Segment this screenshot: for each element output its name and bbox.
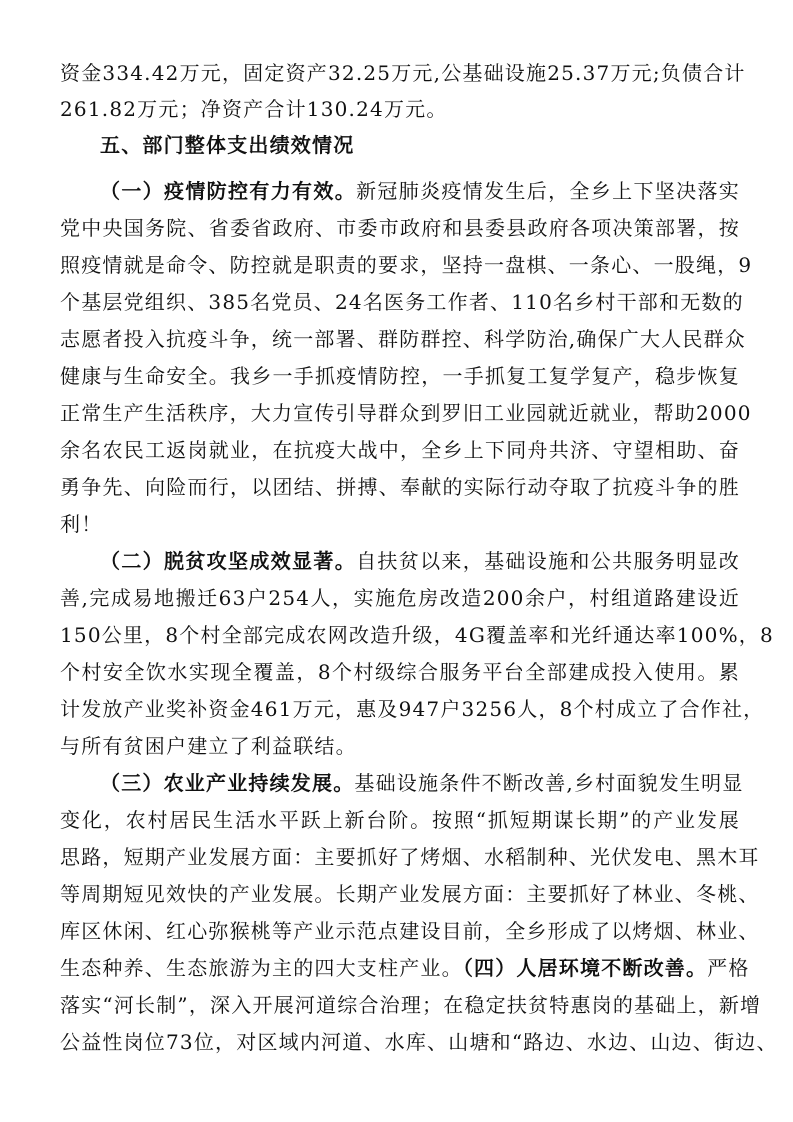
paragraph-3-heading: （三）农业产业持续发展。	[100, 771, 355, 795]
text-line: 261.82万元；净资产合计130.24万元。	[60, 97, 448, 121]
text-line: 落实“河长制”，深入开展河道综合治理；在稳定扶贫特惠岗的基础上，新增	[60, 993, 762, 1017]
paragraph-1-line	[100, 172, 740, 210]
text-line: 勇争先、向险而行，以团结、拼搏、奉献的实际行动夺取了抗疫斗争的胜	[60, 475, 740, 499]
paragraph-2-heading: （二）脱贫攻坚成效显著。	[100, 549, 357, 573]
text-line: 思路，短期产业发展方面：主要抓好了烤烟、水稻制种、光伏发电、黑木耳	[60, 845, 760, 869]
text-line: 与所有贫困户建立了利益联结。	[60, 734, 357, 758]
text-line: 计发放产业奖补资金461万元，惠及947户3256人，8个村成立了合作社，	[60, 697, 765, 721]
text-line	[60, 949, 750, 987]
paragraph-3-text: 生态种养、生态旅游为主的四大支柱产业。	[60, 956, 463, 980]
paragraph-4-heading: （四）人居环境不断改善。	[462, 956, 708, 980]
paragraph-4-text: 严格	[707, 956, 750, 980]
text-line: 库区休闲、红心弥猴桃等产业示范点建设目前，全乡形成了以烤烟、林业、	[60, 919, 760, 943]
text-line: 善,完成易地搬迁63户254人，实施危房改造200余户，村组道路建设近	[60, 586, 740, 610]
text-line: 照疫情就是命令、防控就是职责的要求，坚持一盘棋、一条心、一股绳，9	[60, 253, 753, 277]
paragraph-2-text: 自扶贫以来，基础设施和公共服务明显改	[356, 549, 740, 573]
text-line: 党中央国务院、省委省政府、市委市政府和县委县政府各项决策部署，按	[60, 216, 740, 240]
text-line: 150公里，8个村全部完成农网改造升级，4G覆盖率和光纤通达率100%，8	[60, 623, 774, 647]
text-line: 个村安全饮水实现全覆盖，8个村级综合服务平台全部建成投入使用。累	[60, 660, 740, 684]
paragraph-1-heading: （一）疫情防控有力有效。	[100, 179, 357, 203]
text-line: 变化，农村居民生活水平跃上新台阶。按照“抓短期谋长期”的产业发展	[60, 808, 740, 832]
text-line: 志愿者投入抗疫斗争，统一部署、群防群控、科学防治,确保广大人民群众	[60, 327, 746, 351]
text-line: 正常生产生活秩序，大力宣传引导群众到罗旧工业园就近就业，帮助2000	[60, 401, 752, 425]
text-line: 资金334.42万元，固定资产32.25万元,公基础设施25.37万元;负债合计	[60, 61, 746, 85]
text-line: 利！	[60, 512, 103, 536]
section-heading: 五、部门整体支出绩效情况	[100, 133, 355, 157]
paragraph-2-line	[100, 542, 740, 580]
text-line: 公益性岗位73位，对区域内河道、水库、山塘和“路边、水边、山边、街边、	[60, 1030, 778, 1054]
text-line: 健康与生命安全。我乡一手抓疫情防控，一手抓复工复学复产，稳步恢复	[60, 364, 740, 388]
text-line: 个基层党组织、385名党员、24名医务工作者、110名乡村干部和无数的	[60, 290, 744, 314]
paragraph-1-text: 新冠肺炎疫情发生后，全乡上下坚决落实	[356, 179, 740, 203]
text-line: 余名农民工返岗就业，在抗疫大战中，全乡上下同舟共济、守望相助、奋	[60, 438, 740, 462]
text-line: 等周期短见效快的产业发展。长期产业发展方面：主要抓好了林业、冬桃、	[60, 882, 760, 906]
paragraph-3-text: 基础设施条件不断改善,乡村面貌发生明显	[354, 771, 744, 795]
paragraph-3-line	[100, 764, 744, 802]
